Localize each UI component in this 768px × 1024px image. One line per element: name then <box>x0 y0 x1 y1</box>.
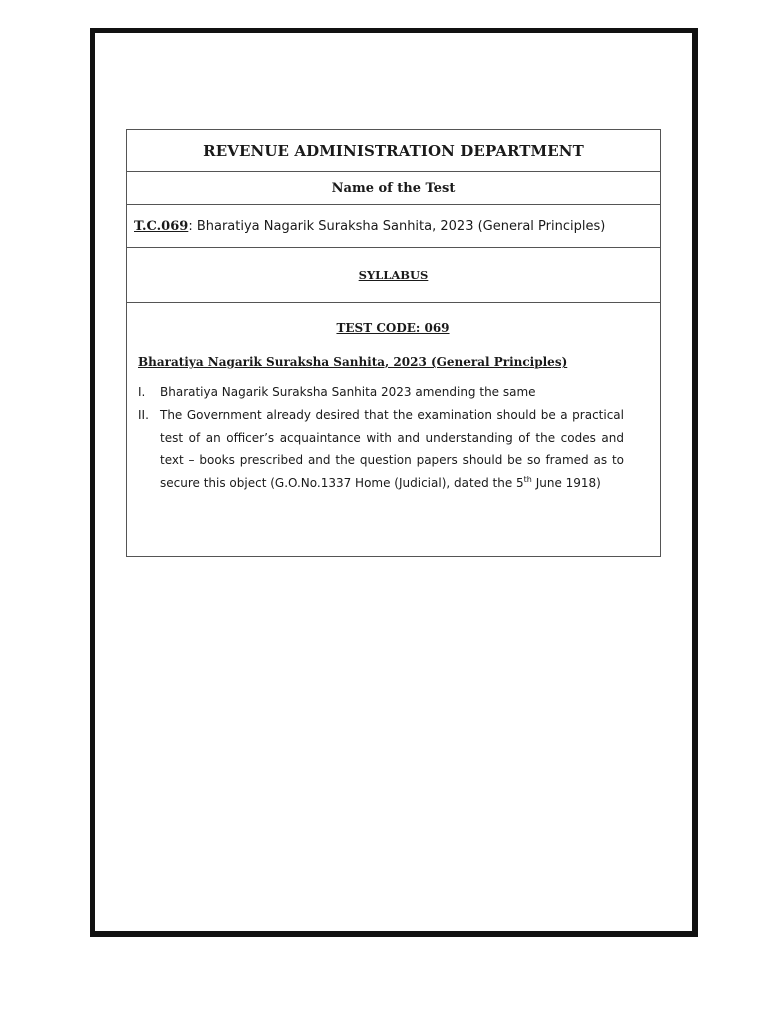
list-item-text <box>160 404 624 494</box>
syllabus-list <box>138 381 624 494</box>
syllabus-content <box>127 303 660 556</box>
list-numeral: II. <box>138 408 149 422</box>
list-item-text-tail: June 1918) <box>531 475 601 490</box>
name-of-test-row <box>127 172 660 205</box>
list-numeral: I. <box>138 385 146 399</box>
syllabus-label: SYLLABUS <box>358 268 429 282</box>
list-item-text: Bharatiya Nagarik Suraksha Sanhita 2023 amending the same <box>160 385 536 399</box>
test-entry-separator: : <box>188 218 193 234</box>
test-code-ref: T.C.069 <box>134 218 189 234</box>
department-title: REVENUE ADMINISTRATION DEPARTMENT <box>203 141 584 160</box>
ordinal-superscript: th <box>523 474 532 484</box>
syllabus-row <box>127 248 660 303</box>
department-header <box>127 130 660 172</box>
test-title: Bharatiya Nagarik Suraksha Sanhita, 2023 (General Principles) <box>192 218 606 234</box>
syllabus-table <box>126 129 661 557</box>
subject-heading: Bharatiya Nagarik Suraksha Sanhita, 2023 (General Principles) <box>138 355 568 369</box>
test-code-label: TEST CODE: 069 <box>336 321 450 335</box>
test-entry-row <box>127 205 660 248</box>
list-item-text-main: The Government already desired that the examination should be a practical test of an officer’s acquaintance with and understanding of the codes and text – books prescribed and the question papers should be so framed as to secure this object (G.O.No.1337 Home (Judicial), dated the 5 <box>160 408 624 490</box>
list-item <box>138 381 624 404</box>
list-item <box>138 404 624 494</box>
name-of-test-label: Name of the Test <box>331 180 456 196</box>
